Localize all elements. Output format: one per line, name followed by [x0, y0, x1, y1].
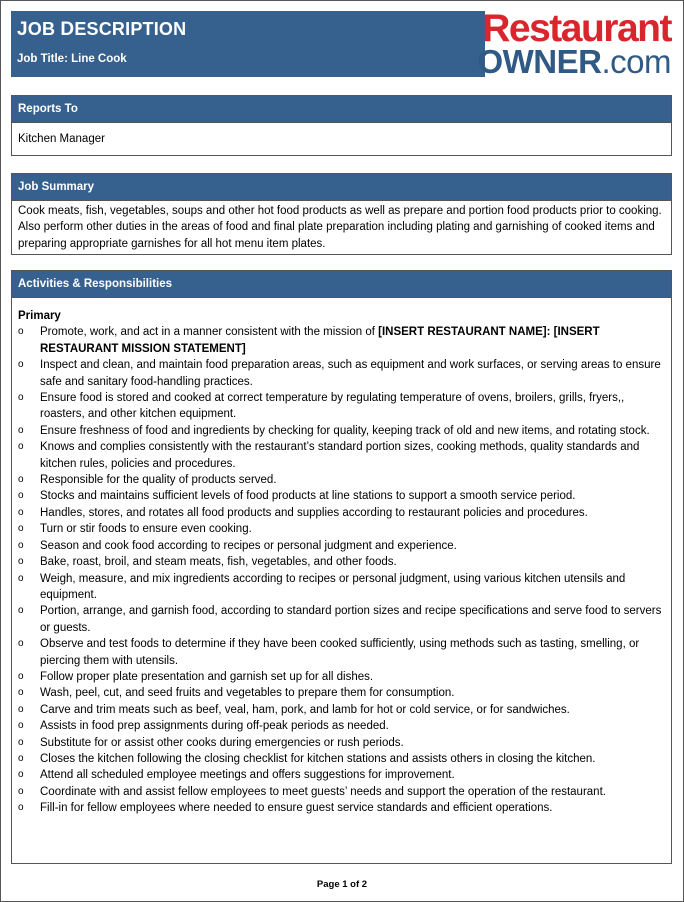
bullet-icon: o — [18, 752, 24, 764]
bullet-icon: o — [18, 802, 24, 814]
list-item-text: Attend all scheduled employee meetings and offers suggestions for improvement. — [40, 769, 455, 782]
logo-dotcom: .com — [601, 43, 671, 80]
activities-heading: Activities & Responsibilities — [12, 271, 671, 298]
bullet-icon: o — [18, 687, 24, 699]
job-summary-text: Cook meats, fish, vegetables, soups and other hot food products as well as prepare and portion food products prior to cooking. Also perform other duties in the areas of food and final plate preparation including plating and garnishing of cooked items and preparing appropriate garnishes for all hot menu item plates. — [18, 205, 662, 250]
bullet-icon: o — [18, 392, 24, 404]
list-item-text: Observe and test foods to determine if they have been cooked sufficiently, using methods such as tasting, smelling, or piercing them with utensils. — [40, 638, 640, 667]
list-item-text: Knows and complies consistently with the restaurant’s standard portion sizes, cooking methods, quality standards and kitchen rules, policies and procedures. — [40, 441, 640, 470]
bullet-icon: o — [18, 638, 24, 650]
reports-to-section — [11, 95, 672, 156]
list-item — [18, 669, 665, 685]
bullet-icon: o — [18, 424, 24, 436]
bullet-icon: o — [18, 769, 24, 781]
list-item-text: Promote, work, and act in a manner consistent with the mission of — [40, 326, 379, 339]
list-item — [18, 800, 665, 816]
list-item-text: Substitute for or assist other cooks during emergencies or rush periods. — [40, 736, 404, 749]
list-item-text: Fill-in for fellow employees where needed to ensure guest service standards and efficient operations. — [40, 802, 553, 815]
page-number: Page 1 of 2 — [316, 879, 368, 890]
list-item-text: Bake, roast, broil, and steam meats, fish, vegetables, and other foods. — [40, 556, 397, 569]
logo-owner-text — [477, 45, 671, 79]
bullet-icon: o — [18, 785, 24, 797]
list-item — [18, 702, 665, 718]
bullet-icon: o — [18, 490, 24, 502]
list-item-text: Portion, arrange, and garnish food, according to standard portion sizes and recipe specifications and serve food to servers or guests. — [40, 605, 662, 634]
bullet-icon: o — [18, 556, 24, 568]
bullet-icon: o — [18, 720, 24, 732]
list-item-text: Wash, peel, cut, and seed fruits and vegetables to prepare them for consumption. — [40, 687, 455, 700]
title-rest-description: ESCRIPTION — [74, 19, 187, 39]
bullet-icon: o — [18, 359, 24, 371]
bullet-icon: o — [18, 703, 24, 715]
bullet-icon: o — [18, 506, 24, 518]
list-item — [18, 735, 665, 751]
job-title: Job Title: Line Cook — [17, 53, 127, 65]
list-item-text: Handles, stores, and rotates all food products and supplies according to restaurant policies and procedures. — [40, 506, 588, 519]
list-item-text: Follow proper plate presentation and garnish set up for all dishes. — [40, 670, 374, 683]
list-item — [18, 685, 665, 701]
list-item — [18, 390, 665, 423]
list-item — [18, 505, 665, 521]
list-item-text: Carve and trim meats such as beef, veal, ham, pork, and lamb for hot or cold service, or for sandwiches. — [40, 703, 570, 716]
restaurant-owner-logo — [477, 7, 677, 81]
bullet-icon: o — [18, 572, 24, 584]
reports-to-heading: Reports To — [12, 96, 671, 123]
list-item — [18, 324, 665, 357]
list-item — [18, 538, 665, 554]
list-item — [18, 603, 665, 636]
list-item-text: Season and cook food according to recipes or personal judgment and experience. — [40, 539, 457, 552]
list-item-text: Weigh, measure, and mix ingredients according to recipes or personal judgment, using various kitchen utensils and equipment. — [40, 572, 626, 601]
title-rest-job: OB — [27, 19, 61, 39]
list-item-text: Ensure food is stored and cooked at correct temperature by regulating temperature of ovens, broilers, grills, fryers,, roasters, and other kitchen equipment. — [40, 392, 625, 421]
primary-label: Primary — [18, 310, 61, 322]
bullet-icon: o — [18, 474, 24, 486]
mission-placeholder: [INSERT RESTAURANT NAME]: [INSERT RESTAURANT MISSION STATEMENT] — [40, 326, 600, 355]
list-item-text: Responsible for the quality of products served. — [40, 474, 277, 487]
list-item — [18, 767, 665, 783]
list-item-text: Coordinate with and assist fellow employees to meet guests’ needs and support the operation of the restaurant. — [40, 785, 606, 798]
responsibilities-list — [18, 324, 665, 816]
list-item — [18, 636, 665, 669]
bullet-icon: o — [18, 605, 24, 617]
list-item — [18, 439, 665, 472]
title-initial-j: J — [17, 19, 28, 40]
logo-owner-word: OWNER — [477, 43, 602, 80]
list-item-text: Inspect and clean, and maintain food preparation areas, such as equipment and work surfaces, or serving areas to ensure safe and sanitary food-handling practices. — [40, 359, 661, 388]
list-item — [18, 784, 665, 800]
bullet-icon: o — [18, 539, 24, 551]
list-item — [18, 751, 665, 767]
page-title — [17, 19, 186, 41]
list-item — [18, 357, 665, 390]
job-summary-heading: Job Summary — [12, 174, 671, 201]
list-item-text: Stocks and maintains sufficient levels of food products at line stations to support a smooth service period. — [40, 490, 576, 503]
list-item — [18, 554, 665, 570]
list-item-text: Turn or stir foods to ensure even cooking. — [40, 523, 252, 536]
list-item — [18, 521, 665, 537]
title-initial-d: D — [60, 19, 75, 40]
list-item — [18, 423, 665, 439]
list-item — [18, 488, 665, 504]
list-item — [18, 571, 665, 604]
reports-to-value: Kitchen Manager — [18, 133, 105, 145]
bullet-icon: o — [18, 670, 24, 682]
bullet-icon: o — [18, 441, 24, 453]
list-item-text: Ensure freshness of food and ingredients by checking for quality, keeping track of old and new items, and rotating stock. — [40, 424, 650, 437]
bullet-icon: o — [18, 326, 24, 338]
job-summary-section — [11, 173, 672, 255]
bullet-icon: o — [18, 523, 24, 535]
list-item-text: Closes the kitchen following the closing checklist for kitchen stations and assists others in closing the kitchen. — [40, 752, 596, 765]
logo-restaurant-text: Restaurant — [482, 7, 671, 50]
activities-body — [12, 298, 671, 821]
list-item — [18, 472, 665, 488]
list-item — [18, 718, 665, 734]
activities-section — [11, 270, 672, 864]
header-banner — [11, 11, 485, 77]
bullet-icon: o — [18, 736, 24, 748]
list-item-text: Assists in food prep assignments during off-peak periods as needed. — [40, 720, 389, 733]
